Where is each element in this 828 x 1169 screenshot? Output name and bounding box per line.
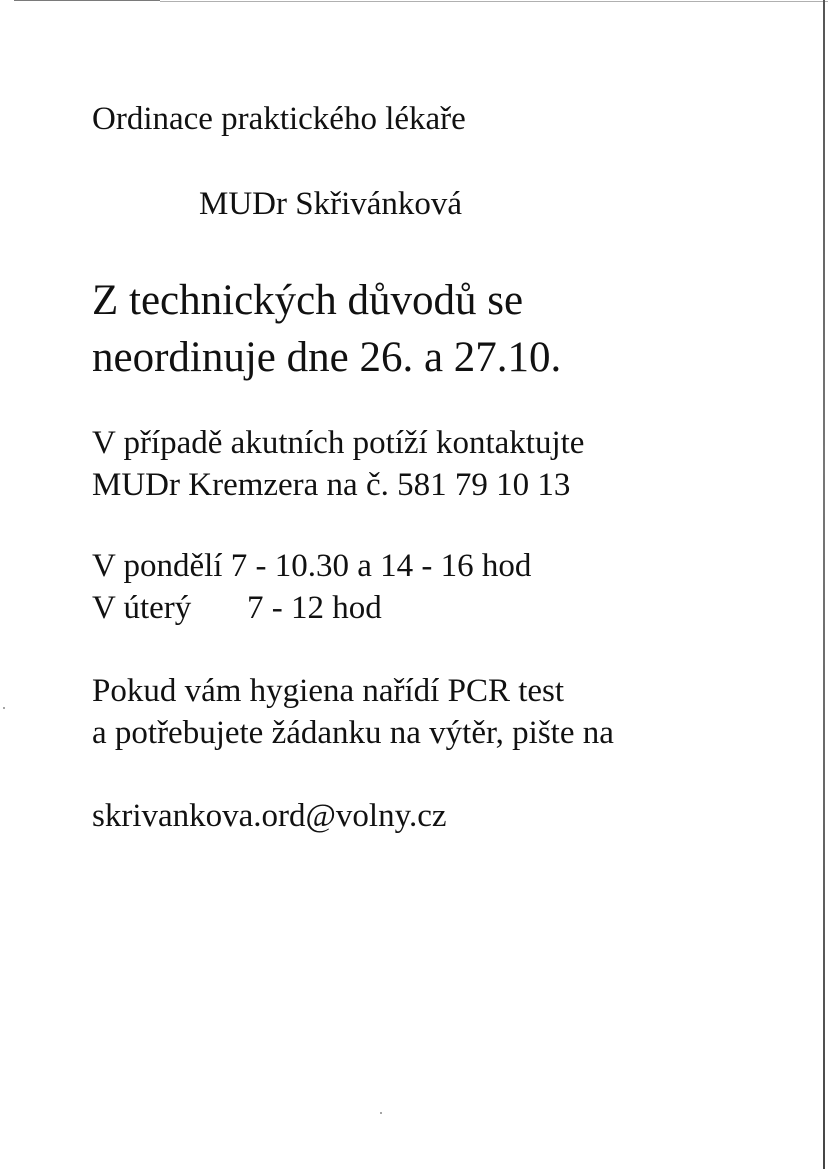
- scan-speck: [3, 707, 5, 709]
- contact-email: skrivankova.ord@volny.cz: [92, 798, 447, 834]
- clinic-title: Ordinace praktického lékaře: [92, 101, 466, 137]
- scan-speck: [380, 1112, 382, 1114]
- pcr-line-2: a potřebujete žádanku na výtěr, pište na: [92, 715, 614, 751]
- scan-edge-top: [14, 0, 160, 1]
- scan-edge-right: [823, 0, 825, 1169]
- hours-tuesday-day: V úterý: [92, 590, 192, 626]
- notice-line-2: neordinuje dne 26. a 27.10.: [92, 334, 562, 381]
- pcr-line-1: Pokud vám hygiena nařídí PCR test: [92, 673, 565, 709]
- hours-monday: V pondělí 7 - 10.30 a 14 - 16 hod: [92, 548, 532, 584]
- doctor-name: MUDr Skřivánková: [199, 186, 463, 222]
- emergency-line-2: MUDr Kremzera na č. 581 79 10 13: [92, 467, 571, 503]
- notice-line-1: Z technických důvodů se: [92, 277, 524, 324]
- hours-tuesday-time: 7 - 12 hod: [247, 590, 382, 626]
- emergency-line-1: V případě akutních potíží kontaktujte: [92, 425, 585, 461]
- scan-edge-top-right: [160, 1, 828, 2]
